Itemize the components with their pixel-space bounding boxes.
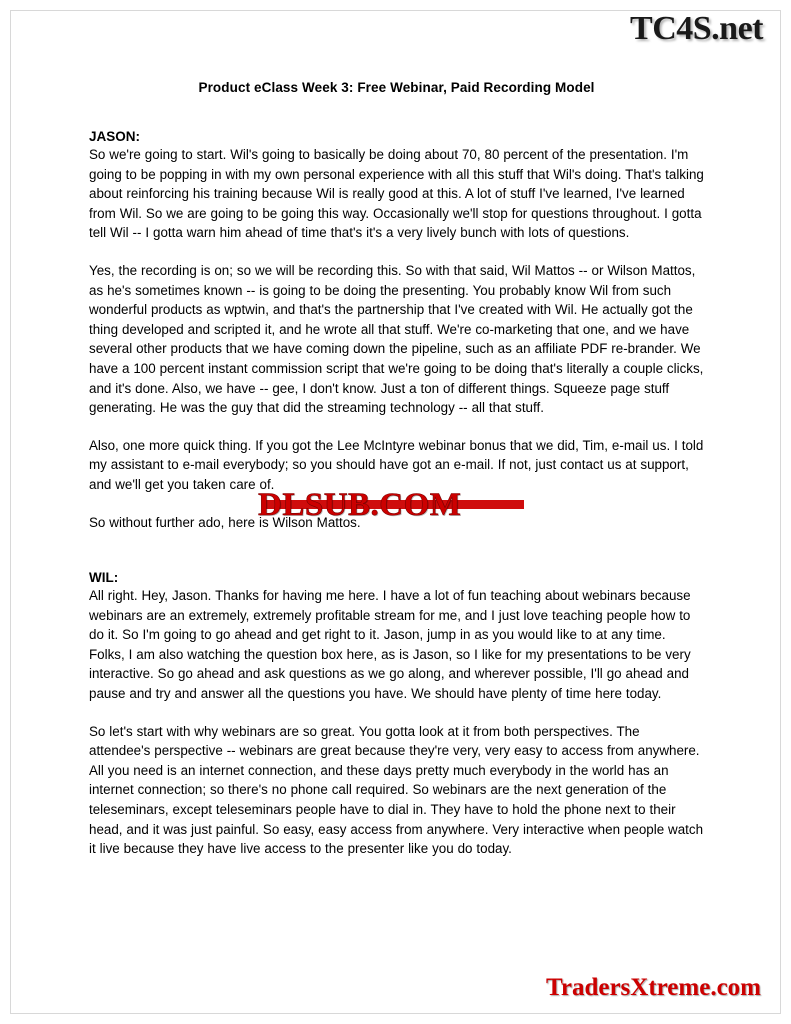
speaker-label-jason: JASON: [89, 129, 141, 144]
watermark-dlsub: DLSUB.COM [258, 487, 462, 523]
paragraph: Also, one more quick thing. If you got the Lee McIntyre webinar bonus that we did, Tim, e-mail us. I told my assistant to e-mail everybody; so you should have got an e-mail. If not, just contact us at support, and we'll get you taken care of. [89, 437, 704, 492]
speaker-label-wil: WIL: [89, 570, 119, 586]
paragraph: So without further ado, here is Wilson Mattos. [89, 514, 361, 530]
paragraph: Yes, the recording is on; so we will be recording this. So with that said, Wil Mattos -- or Wilson Mattos, as he's sometimes known -- is going to be doing the presenting. You probably know Wil from such wonderful products as wptwin, and that's the partnership that I've created with Wil. He actually got the thing developed and scripted it, and he wrote all that stuff. We're co-marketing that one, and we have several other products that we have coming down the pipeline, such as an affiliate PDF re-brander. We have a 100 percent instant commission script that we're going to be doing that's literally a couple clicks, and it's done. Also, we have -- gee, I don't know. Just a ton of different things. Squeeze page stuff generating. He was the guy that did the streaming technology -- all that stuff. [89, 262, 704, 416]
paragraph: So let's start with why webinars are so great. You gotta look at it from both perspectives. The attendee's perspective -- webinars are great because they're very, very easy to access from anywhere. All you need is an internet connection, and these days pretty much everybody in the world has an internet connection; so there's no phone call required. So webinars are the next generation of the teleseminars, except teleseminars people have to dial in. They have to hold the phone next to their head, and it was just painful. So easy, easy access from anywhere. Very interactive when people watch it live because they have live access to the presenter like you do today. [89, 723, 704, 857]
paragraph: So we're going to start. Wil's going to basically be doing about 70, 80 percent of the presentation. I'm going to be popping in with my own personal experience with all this stuff that Wil's doing. That's talking about reinforcing his training because Wil is really good at this. A lot of stuff I've learned, I've learned from Wil. So we are going to be going this way. Occasionally we'll stop for questions throughout. I gotta tell Wil -- I gotta warn him ahead of time that's it's a very lively bunch with lots of questions. [89, 147, 704, 241]
section-wil [89, 570, 704, 859]
watermark-tc4s: TC4S.net [630, 10, 763, 47]
document-body [89, 80, 704, 877]
paragraph: All right. Hey, Jason. Thanks for having me here. I have a lot of fun teaching about webinars because webinars are an extremely, extremely profitable stream for me, and I just love teaching people how to do it. So I'm going to go ahead and get right to it. Jason, jump in as you would like to at any time. Folks, I am also watching the question box here, as is Jason, so I like for my presentations to be very interactive. So go ahead and ask questions as we go along, and wherever possible, I'll go ahead and pause and try and answer all the questions you have. We should have plenty of time here today. [89, 588, 691, 702]
watermark-tradersxtreme: TradersXtreme.com [546, 974, 761, 1001]
section-spacer [89, 550, 704, 570]
page-title: Product eClass Week 3: Free Webinar, Paid Recording Model [198, 80, 595, 95]
section-jason [89, 129, 704, 532]
